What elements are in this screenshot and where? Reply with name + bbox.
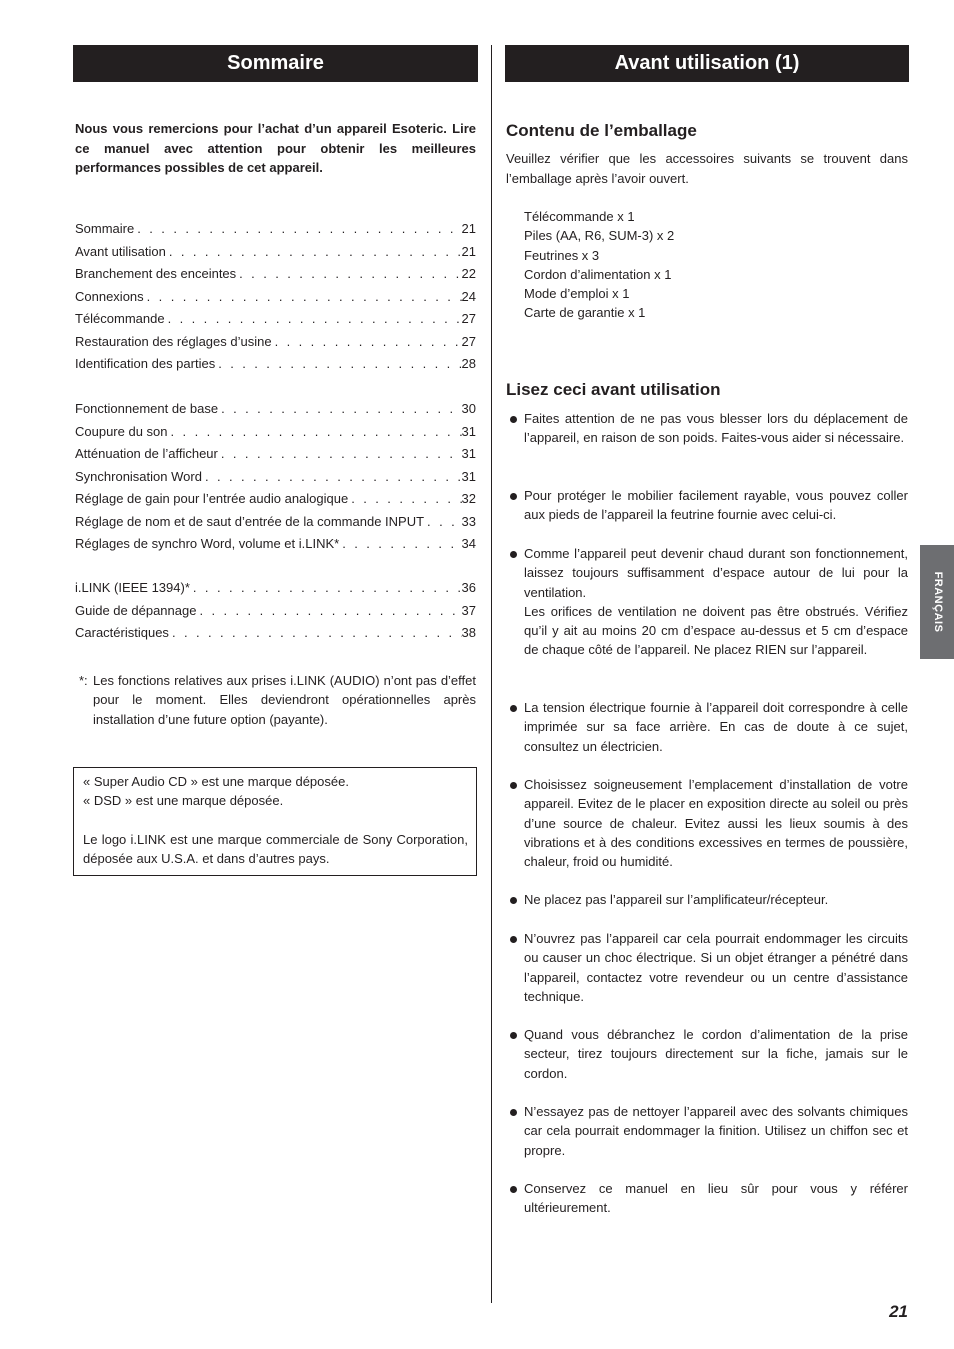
bullet-icon xyxy=(510,416,517,423)
toc-group-1 xyxy=(75,218,476,376)
toc-group-3 xyxy=(75,577,476,645)
bullet-item: Conservez ce manuel en lieu sûr pour vous y référer ultérieurement. xyxy=(506,1179,908,1218)
toc-entry[interactable]: Atténuation de l’afficheur . . . 31 xyxy=(75,443,476,466)
language-tab-label: FRANÇAIS xyxy=(931,571,944,633)
bullet-item: N’ouvrez pas l’appareil car cela pourrait endommager les circuits ou causer un choc électrique. Si un objet étranger a pénétré dans l’appareil, contactez votre revendeur ou un centre d’assistance technique. xyxy=(506,929,908,1006)
toc-entry[interactable]: Identification des parties . . . 28 xyxy=(75,353,476,376)
toc-entry[interactable]: Guide de dépannage . . . 37 xyxy=(75,600,476,623)
bullet-item: N’essayez pas de nettoyer l’appareil avec des solvants chimiques car cela pourrait endommager la finition. Utilisez un chiffon sec et propre. xyxy=(506,1102,908,1160)
bullet-icon xyxy=(510,897,517,904)
trademark-sacd: « Super Audio CD » est une marque déposée. xyxy=(83,774,349,789)
bullet-item: Comme l’appareil peut devenir chaud durant son fonctionnement, laissez toujours suffisamment d’espace autour de lui pour la ventilation. Les orifices de ventilation ne doivent pas être obstrués. Vérifiez qu’il y ait au moins 20 cm d’espace au-dessus et 5 cm d’espace de chaque côté de l’appareil. Ne placez RIEN sur l’appareil. xyxy=(506,544,908,660)
list-item: Carte de garantie x 1 xyxy=(524,305,646,321)
toc-entry[interactable]: Avant utilisation . . . 21 xyxy=(75,241,476,264)
toc-entry[interactable]: Restauration des réglages d’usine . . . 27 xyxy=(75,331,476,354)
toc-group-2 xyxy=(75,398,476,556)
packaging-intro: Veuillez vérifier que les accessoires suivants se trouvent dans l’emballage après l’avoir ouvert. xyxy=(506,151,908,186)
toc-entry[interactable]: Réglage de gain pour l’entrée audio analogique . . . 32 xyxy=(75,488,476,511)
ilink-footnote xyxy=(79,671,476,729)
bullet-icon xyxy=(510,782,517,789)
bullet-icon xyxy=(510,1032,517,1039)
list-item: Télécommande x 1 xyxy=(524,209,635,224)
toc-entry[interactable]: Fonctionnement de base . . . 30 xyxy=(75,398,476,421)
trademark-box xyxy=(73,767,477,876)
toc-entry[interactable]: Réglage de nom et de saut d’entrée de la commande INPUT . . . 33 xyxy=(75,511,476,534)
bullet-item: La tension électrique fournie à l’appareil doit correspondre à celle imprimée sur sa face arrière. En cas de doute à ce sujet, consultez un électricien. xyxy=(506,698,908,756)
toc-entry[interactable]: Réglages de synchro Word, volume et i.LINK* . . . 34 xyxy=(75,533,476,556)
bullet-item: Choisissez soigneusement l’emplacement d’installation de votre appareil. Evitez de le placer en exposition directe au soleil ou près d’une source de chaleur. Evitez aussi les lieux soumis à des vibrations et à des conditions excessives en termes de poussière, chaleur, froid ou humidité. xyxy=(506,775,908,871)
toc-entry[interactable]: Connexions . . . 24 xyxy=(75,286,476,309)
list-item: Cordon d’alimentation x 1 xyxy=(524,266,672,282)
toc-entry[interactable]: i.LINK (IEEE 1394)* . . . 36 xyxy=(75,577,476,600)
bullet-item: Ne placez pas l’appareil sur l’amplificateur/récepteur. xyxy=(506,890,908,909)
toc-entry[interactable]: Caractéristiques . . . 38 xyxy=(75,622,476,645)
language-tab[interactable] xyxy=(920,545,954,659)
list-item: Mode d’emploi x 1 xyxy=(524,286,630,302)
footnote-mark: *: xyxy=(79,673,88,688)
toc-entry[interactable]: Synchronisation Word . . . 31 xyxy=(75,466,476,489)
footnote-text: Les fonctions relatives aux prises i.LINK (AUDIO) n’ont pas d’effet pour le moment. Elles deviendront opérationnelles après installation d’une future option (payante). xyxy=(93,673,476,727)
bullet-item: Quand vous débranchez le cordon d’alimentation de la prise secteur, tirez toujours directement sur la fiche, jamais sur le cordon. xyxy=(506,1025,908,1083)
bullet-item: Faites attention de ne pas vous blesser lors du déplacement de l’appareil, en raison de son poids. Faites-vous aider si nécessaire. xyxy=(506,409,908,448)
bullet-icon xyxy=(510,1109,517,1116)
bullet-icon xyxy=(510,551,517,558)
avant-utilisation-banner: Avant utilisation (1) xyxy=(505,45,909,82)
bullet-icon xyxy=(510,936,517,943)
bullet-icon xyxy=(510,1186,517,1193)
column-divider xyxy=(491,45,492,1303)
packaging-list xyxy=(524,207,674,323)
sommaire-banner: Sommaire xyxy=(73,45,478,82)
list-item: Feutrines x 3 xyxy=(524,247,600,263)
toc-entry[interactable]: Coupure du son . . . 31 xyxy=(75,421,476,444)
intro-text: Nous vous remercions pour l’achat d’un appareil Esoteric. Lire ce manuel avec attention pour obtenir les meilleures performances possibles de cet appareil. xyxy=(75,121,476,175)
bullet-item: Pour protéger le mobilier facilement rayable, vous pouvez coller aux pieds de l’appareil la feutrine fournie avec celui-ci. xyxy=(506,486,908,525)
bullet-icon xyxy=(510,705,517,712)
toc-entry[interactable]: Sommaire . . . 21 xyxy=(75,218,476,241)
toc-entry[interactable]: Télécommande . . . 27 xyxy=(75,308,476,331)
read-before-use-heading: Lisez ceci avant utilisation xyxy=(506,380,721,399)
packaging-heading: Contenu de l’emballage xyxy=(506,121,697,140)
toc-entry[interactable]: Branchement des enceintes . . . 22 xyxy=(75,263,476,286)
page-number: 21 xyxy=(889,1302,908,1321)
trademark-ilink: Le logo i.LINK est une marque commerciale de Sony Corporation, déposée aux U.S.A. et dans d’autres pays. xyxy=(83,831,468,867)
trademark-dsd: « DSD » est une marque déposée. xyxy=(83,793,284,809)
bullet-icon xyxy=(510,493,517,500)
list-item: Piles (AA, R6, SUM-3) x 2 xyxy=(524,228,675,244)
